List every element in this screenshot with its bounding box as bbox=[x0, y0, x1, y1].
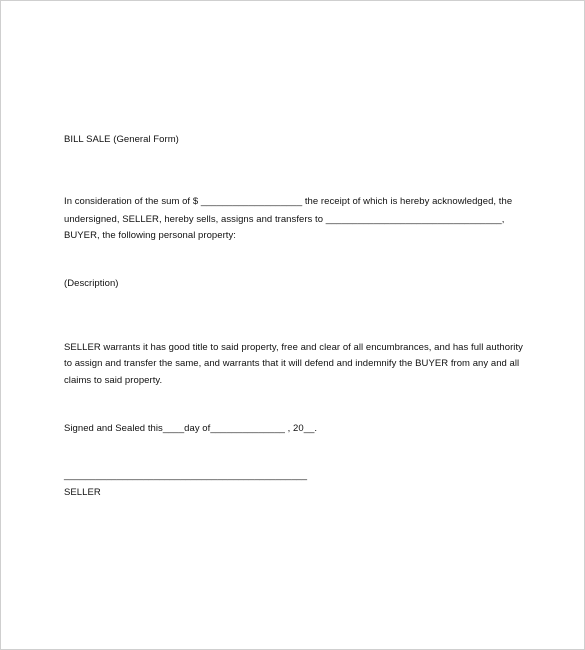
consideration-line-2: undersigned, SELLER, hereby sells, assigns and transfers to _________________________________, bbox=[64, 214, 505, 225]
consideration-line-1: In consideration of the sum of $ ___________________ the receipt of which is hereby acknowledged, the bbox=[64, 196, 513, 207]
warranty-line-2: to assign and transfer the same, and warrants that it will defend and indemnify the BUYER from any and all bbox=[64, 358, 520, 369]
description-placeholder: (Description) bbox=[64, 278, 119, 289]
consideration-line-3: BUYER, the following personal property: bbox=[64, 230, 236, 241]
warranty-line-3: claims to said property. bbox=[64, 375, 163, 386]
warranty-line-1: SELLER warrants it has good title to said property, free and clear of all encumbrances, and has full authority bbox=[64, 342, 523, 353]
document-title: BILL SALE (General Form) bbox=[64, 134, 179, 145]
seller-label: SELLER bbox=[64, 487, 101, 498]
signed-sealed-line: Signed and Sealed this____day of______________ , 20__. bbox=[64, 423, 318, 434]
signature-line: ______________________________________________ bbox=[64, 470, 308, 481]
